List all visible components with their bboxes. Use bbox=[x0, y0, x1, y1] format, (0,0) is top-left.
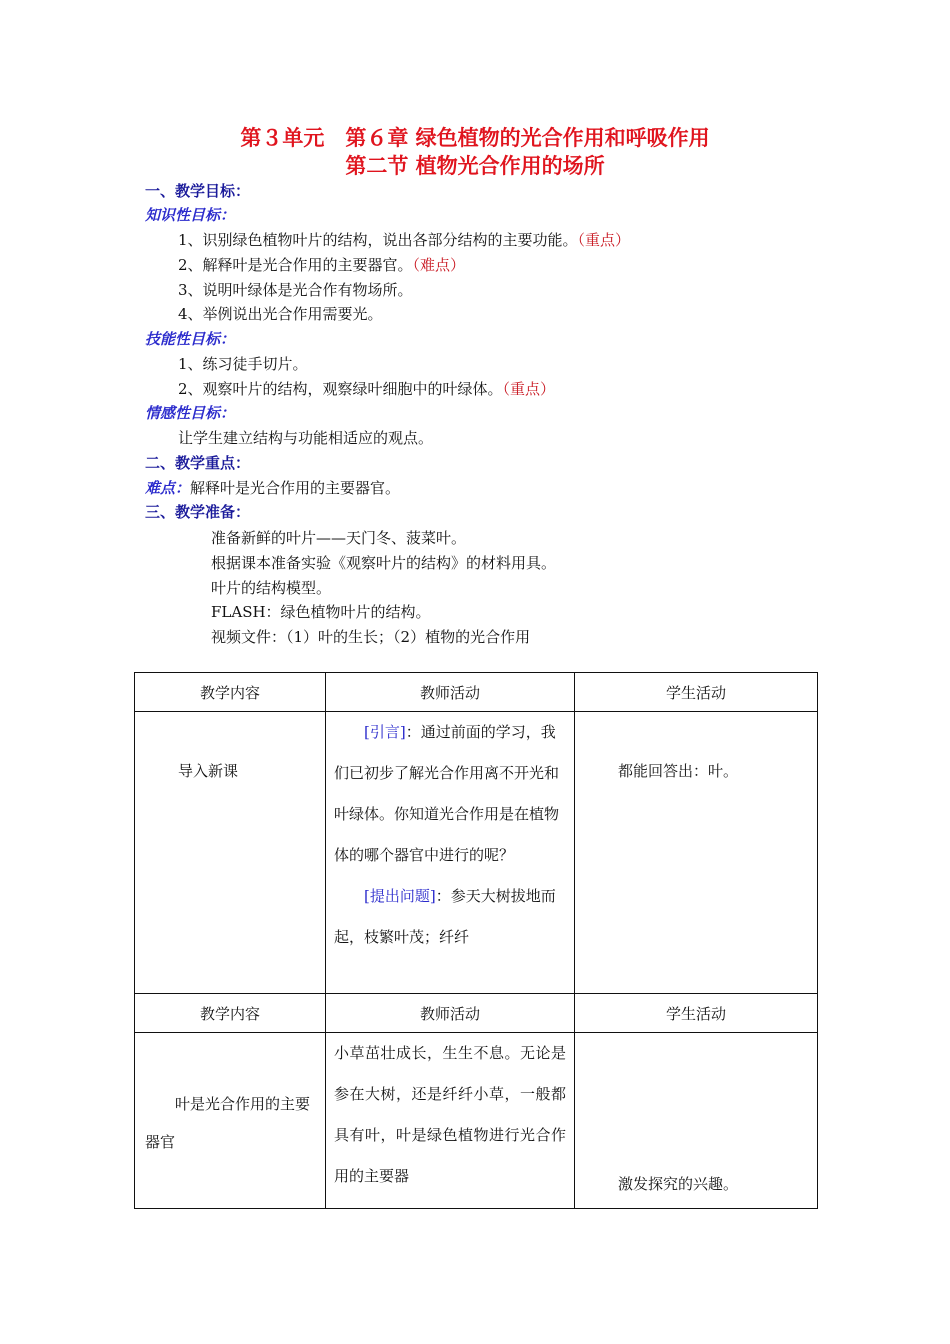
difficulty-label: 难点： bbox=[145, 479, 191, 497]
skill-goals-label: 技能性目标： bbox=[145, 330, 236, 348]
row1-content: 导入新课 bbox=[178, 762, 239, 780]
row2-student-activity: 激发探究的兴趣。 bbox=[618, 1175, 739, 1193]
section-heading-preparation: 三、教学准备： bbox=[145, 503, 251, 521]
row2-teacher-activity: 小草茁壮成长，生生不息。无论是参在大树，还是纤纤小草，一般都具有叶，叶是绿色植物进行光合作用的主要器 bbox=[334, 1044, 566, 1185]
knowledge-goal-item: 2、解释叶是光合作用的主要器官。（难点） bbox=[178, 256, 466, 274]
table-header-row bbox=[135, 673, 818, 712]
table-row bbox=[135, 712, 818, 994]
emotion-goals-label: 情感性目标： bbox=[145, 404, 236, 422]
difficulty-text: 解释叶是光合作用的主要器官。 bbox=[190, 479, 401, 497]
row1-content-cell bbox=[135, 712, 326, 994]
lesson-table bbox=[134, 672, 818, 1209]
row2-teacher-cell bbox=[326, 1033, 575, 1209]
table-header-row bbox=[135, 994, 818, 1033]
preparation-item: FLASH：绿色植物叶片的结构。 bbox=[211, 603, 431, 621]
knowledge-goal-item: 3、说明叶绿体是光合作有物场所。 bbox=[178, 281, 413, 299]
header-teacher: 教师活动 bbox=[326, 994, 575, 1033]
table-row bbox=[135, 1033, 818, 1209]
difficulty-line bbox=[145, 477, 400, 498]
row1-student-cell bbox=[575, 712, 818, 994]
section-heading-key-points: 二、教学重点： bbox=[145, 454, 251, 472]
row2-content: 叶是光合作用的主要器官 bbox=[145, 1095, 311, 1151]
header-student: 学生活动 bbox=[575, 994, 818, 1033]
row1-student-activity: 都能回答出：叶。 bbox=[618, 762, 739, 780]
header-content: 教学内容 bbox=[135, 994, 326, 1033]
skill-goal-item: 2、观察叶片的结构，观察绿叶细胞中的叶绿体。（重点） bbox=[178, 380, 556, 398]
skill-goal-item: 1、练习徒手切片。 bbox=[178, 355, 308, 373]
document-title: 第３单元 第６章 绿色植物的光合作用和呼吸作用 bbox=[240, 126, 710, 150]
emotion-goal-text: 让学生建立结构与功能相适应的观点。 bbox=[178, 429, 434, 447]
row2-student-cell bbox=[575, 1033, 818, 1209]
preparation-item: 准备新鲜的叶片——天门冬、菠菜叶。 bbox=[211, 529, 467, 547]
header-student: 学生活动 bbox=[575, 673, 818, 712]
knowledge-goal-item: 1、识别绿色植物叶片的结构，说出各部分结构的主要功能。（重点） bbox=[178, 231, 631, 249]
row2-content-cell bbox=[135, 1033, 326, 1209]
document-subtitle: 第二节 植物光合作用的场所 bbox=[345, 154, 605, 178]
knowledge-goal-item: 4、举例说出光合作用需要光。 bbox=[178, 305, 383, 323]
header-content: 教学内容 bbox=[135, 673, 326, 712]
preparation-item: 叶片的结构模型。 bbox=[211, 579, 332, 597]
row1-teacher-activity: [引言]：通过前面的学习，我们已初步了解光合作用离不开光和叶绿体。你知道光合作用是在植物体的哪个器官中进行的呢？ [提出问题]：参天大树拔地而起，枝繁叶茂；纤纤 bbox=[334, 723, 560, 946]
section-heading-objectives: 一、教学目标： bbox=[145, 182, 251, 200]
header-teacher: 教师活动 bbox=[326, 673, 575, 712]
knowledge-goals-label: 知识性目标： bbox=[145, 206, 236, 224]
preparation-item: 根据课本准备实验《观察叶片的结构》的材料用具。 bbox=[211, 554, 557, 572]
preparation-item: 视频文件：（1）叶的生长；（2）植物的光合作用 bbox=[211, 628, 531, 646]
row1-teacher-cell bbox=[326, 712, 575, 994]
